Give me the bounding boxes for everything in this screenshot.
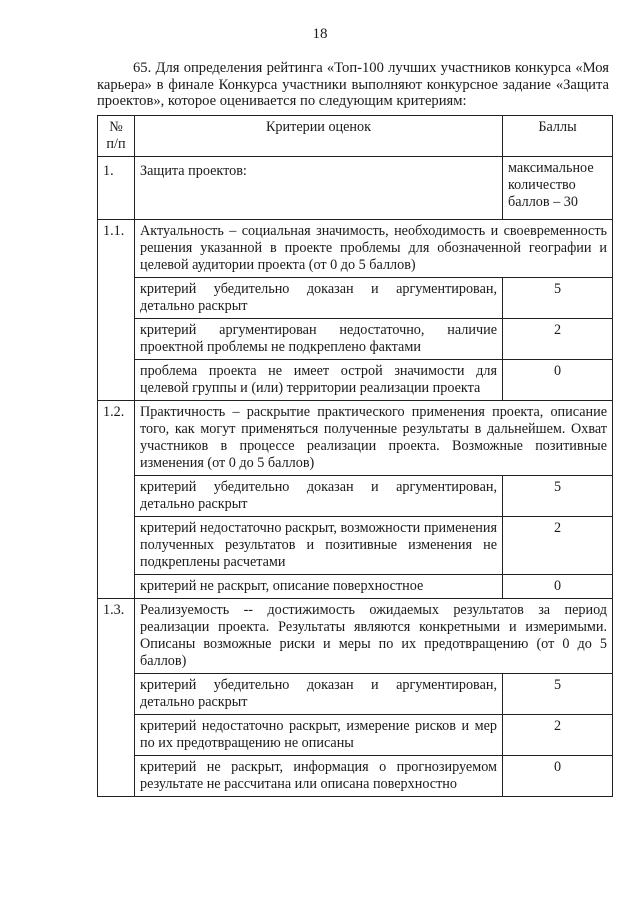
item-points: 5	[503, 674, 613, 715]
item-points: 0	[503, 360, 613, 401]
table-header-row	[98, 116, 613, 157]
section-number: 1.1.	[98, 220, 135, 401]
table-row	[98, 476, 613, 517]
table-row	[98, 674, 613, 715]
section-title: Практичность – раскрытие практического применения проекта, описание того, как могут применяться полученные результаты в дальнейшем. Охват участников в процессе реализации проекта. Возможные позитивные изменения (от 0 до 5 баллов)	[135, 401, 613, 476]
section-number: 1.3.	[98, 599, 135, 797]
table-row-section	[98, 401, 613, 476]
item-points: 5	[503, 278, 613, 319]
header-criteria: Критерии оценок	[135, 116, 503, 157]
table-row-section	[98, 599, 613, 674]
page-number: 18	[312, 26, 328, 42]
item-text: критерий убедительно доказан и аргументирован, детально раскрыт	[135, 278, 503, 319]
item-text: критерий не раскрыт, описание поверхностное	[135, 575, 503, 599]
section-title: Актуальность – социальная значимость, необходимость и своевременность решения указанной в проекте проблемы для обозначенной географии и целевой аудитории проекта (от 0 до 5 баллов)	[135, 220, 613, 278]
item-text: критерий убедительно доказан и аргументирован, детально раскрыт	[135, 476, 503, 517]
item-text: критерий недостаточно раскрыт, возможности применения полученных результатов и позитивные изменения не подкреплены расчетами	[135, 517, 503, 575]
row-number: 1.	[98, 157, 135, 220]
item-points: 0	[503, 756, 613, 797]
table-row-defense	[98, 157, 613, 220]
table-row	[98, 756, 613, 797]
header-points: Баллы	[503, 116, 613, 157]
section-number: 1.2.	[98, 401, 135, 599]
row-points: максимальное количество баллов – 30	[503, 157, 613, 220]
table-row	[98, 360, 613, 401]
section-title: Реализуемость -- достижимость ожидаемых результатов за период реализации проекта. Результаты являются конкретными и измеримыми. Описаны возможные риски и меры по их предотвращению (от 0 до 5 баллов)	[135, 599, 613, 674]
item-text: критерий недостаточно раскрыт, измерение рисков и мер по их предотвращению не описаны	[135, 715, 503, 756]
table-row	[98, 278, 613, 319]
table-row	[98, 517, 613, 575]
item-text: критерий аргументирован недостаточно, наличие проектной проблемы не подкреплено фактами	[135, 319, 503, 360]
header-number: № п/п	[98, 116, 135, 157]
item-text: проблема проекта не имеет острой значимости для целевой группы и (или) территории реализации проекта	[135, 360, 503, 401]
row-criteria: Защита проектов:	[135, 157, 503, 220]
item-points: 2	[503, 517, 613, 575]
criteria-table	[97, 115, 613, 797]
table-row	[98, 575, 613, 599]
table-row-section	[98, 220, 613, 278]
intro-paragraph: 65. Для определения рейтинга «Топ-100 лучших участников конкурса «Моя карьера» в финале Конкурса участники выполняют конкурсное задание «Защита проектов», которое оценивается по следующим критериям:	[97, 60, 609, 109]
item-points: 5	[503, 476, 613, 517]
item-points: 2	[503, 715, 613, 756]
table-row	[98, 319, 613, 360]
item-points: 2	[503, 319, 613, 360]
item-points: 0	[503, 575, 613, 599]
item-text: критерий убедительно доказан и аргументирован, детально раскрыт	[135, 674, 503, 715]
item-text: критерий не раскрыт, информация о прогнозируемом результате не рассчитана или описана поверхностно	[135, 756, 503, 797]
table-row	[98, 715, 613, 756]
